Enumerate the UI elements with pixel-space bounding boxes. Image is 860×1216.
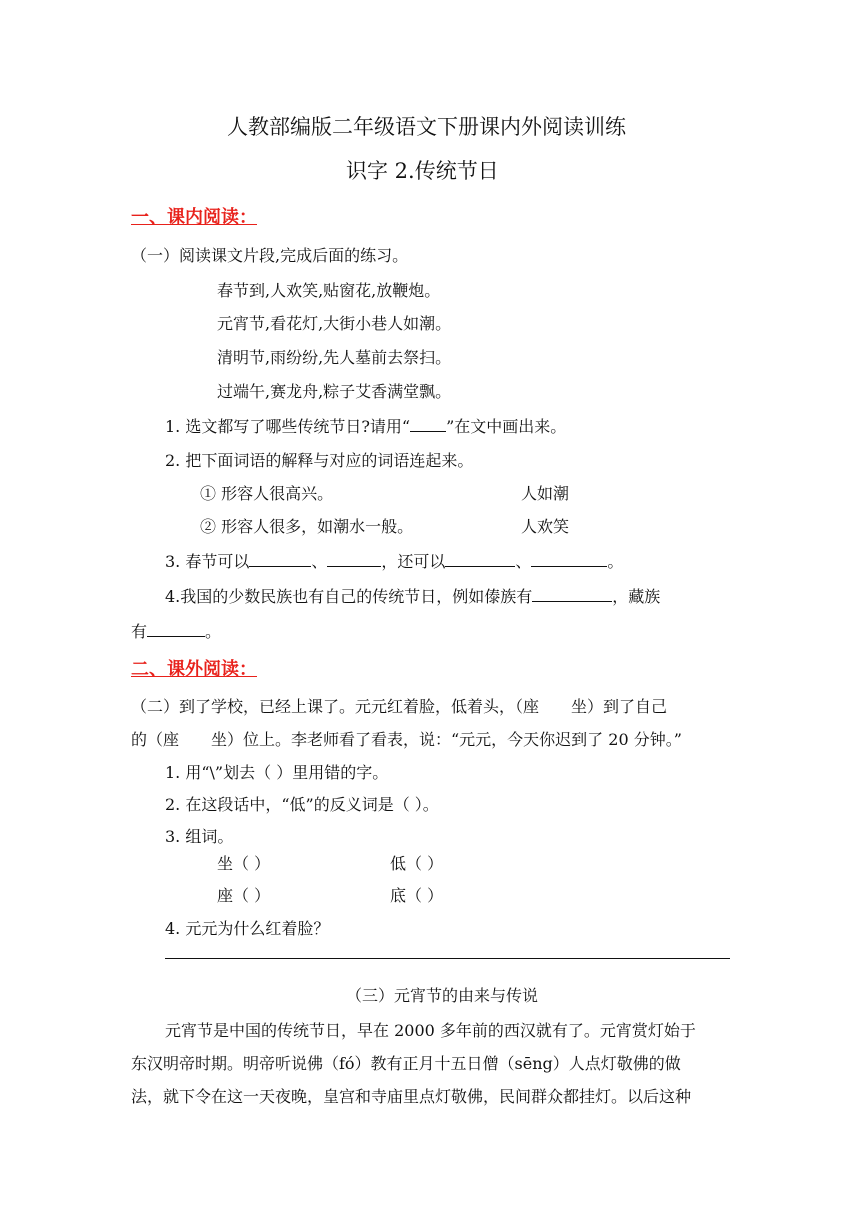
question-3-text: ，还可以 <box>381 552 446 571</box>
separator: 、 <box>515 552 532 571</box>
match-definition: ② 形容人很多，如潮水一般。 <box>200 517 414 536</box>
word-group-item[interactable]: 底（ ） <box>390 886 444 905</box>
question-4-continued <box>131 620 221 643</box>
question-4: 4. 元元为什么红着脸？ <box>165 919 330 938</box>
question-2: 2. 在这段话中，“低”的反义词是（ ）。 <box>165 795 439 814</box>
answer-blank[interactable] <box>532 585 612 602</box>
question-1-text-end: ”在文中画出来。 <box>446 417 567 436</box>
question-3-text: 3. 春节可以 <box>165 552 250 571</box>
question-3-end: 。 <box>607 552 624 571</box>
match-term: 人如潮 <box>521 484 570 503</box>
question-3: 3. 组词。 <box>165 827 234 846</box>
poem-line: 过端午,赛龙舟,粽子艾香满堂飘。 <box>217 382 452 401</box>
answer-blank[interactable] <box>327 550 381 567</box>
word-group-item[interactable]: 坐（ ） <box>217 854 271 873</box>
answer-line[interactable] <box>165 958 730 959</box>
question-4-text: ，藏族 <box>612 587 661 606</box>
question-4-end: 。 <box>205 622 222 641</box>
question-1 <box>165 415 566 438</box>
document-subtitle: 识字 2.传统节日 <box>346 159 499 183</box>
answer-blank[interactable] <box>531 550 607 567</box>
question-4-text: 有 <box>131 622 148 641</box>
passage-title: （三）元宵节的由来与传说 <box>346 986 539 1005</box>
question-3 <box>165 550 623 573</box>
question-4 <box>165 585 660 608</box>
passage-line: 的（座 坐）位上。李老师看了看表，说：“元元，今天你迟到了 20 分钟。” <box>131 730 682 749</box>
section-heading-extra: 二、课外阅读： <box>131 659 257 680</box>
passage-line: （二）到了学校，已经上课了。元元红着脸，低着头，（座 坐）到了自己 <box>131 697 668 716</box>
word-group-item[interactable]: 座（ ） <box>217 886 271 905</box>
section-heading-in-class: 一、课内阅读： <box>131 207 257 228</box>
passage-line: 东汉明帝时期。明帝听说佛（fó）教有正月十五日僧（sēng）人点灯敬佛的做 <box>131 1054 681 1073</box>
question-2: 2. 把下面词语的解释与对应的词语连起来。 <box>165 451 474 470</box>
poem-line: 清明节,雨纷纷,先人墓前去祭扫。 <box>217 348 452 367</box>
answer-blank[interactable] <box>249 550 311 567</box>
poem-line: 元宵节,看花灯,大街小巷人如潮。 <box>217 314 452 333</box>
answer-blank[interactable] <box>410 415 446 432</box>
word-group-item[interactable]: 低（ ） <box>390 854 444 873</box>
question-1-text: 1. 选文都写了哪些传统节日?请用“ <box>165 417 411 436</box>
reading-instruction: （一）阅读课文片段,完成后面的练习。 <box>131 246 409 265</box>
passage-line: 法，就下令在这一天夜晚，皇宫和寺庙里点灯敬佛，民间群众都挂灯。以后这种 <box>131 1087 692 1106</box>
question-4-text: 4.我国的少数民族也有自己的传统节日，例如傣族有 <box>165 587 533 606</box>
passage-line: 元宵节是中国的传统节日，早在 2000 多年前的西汉就有了。元宵赏灯始于 <box>165 1021 696 1040</box>
poem-line: 春节到,人欢笑,贴窗花,放鞭炮。 <box>217 281 441 300</box>
document-title: 人教部编版二年级语文下册课内外阅读训练 <box>227 115 626 139</box>
answer-blank[interactable] <box>445 550 515 567</box>
match-term: 人欢笑 <box>521 517 570 536</box>
answer-blank[interactable] <box>147 620 205 637</box>
match-definition: ① 形容人很高兴。 <box>200 484 334 503</box>
question-1: 1. 用“\”划去（ ）里用错的字。 <box>165 763 389 782</box>
separator: 、 <box>311 552 328 571</box>
